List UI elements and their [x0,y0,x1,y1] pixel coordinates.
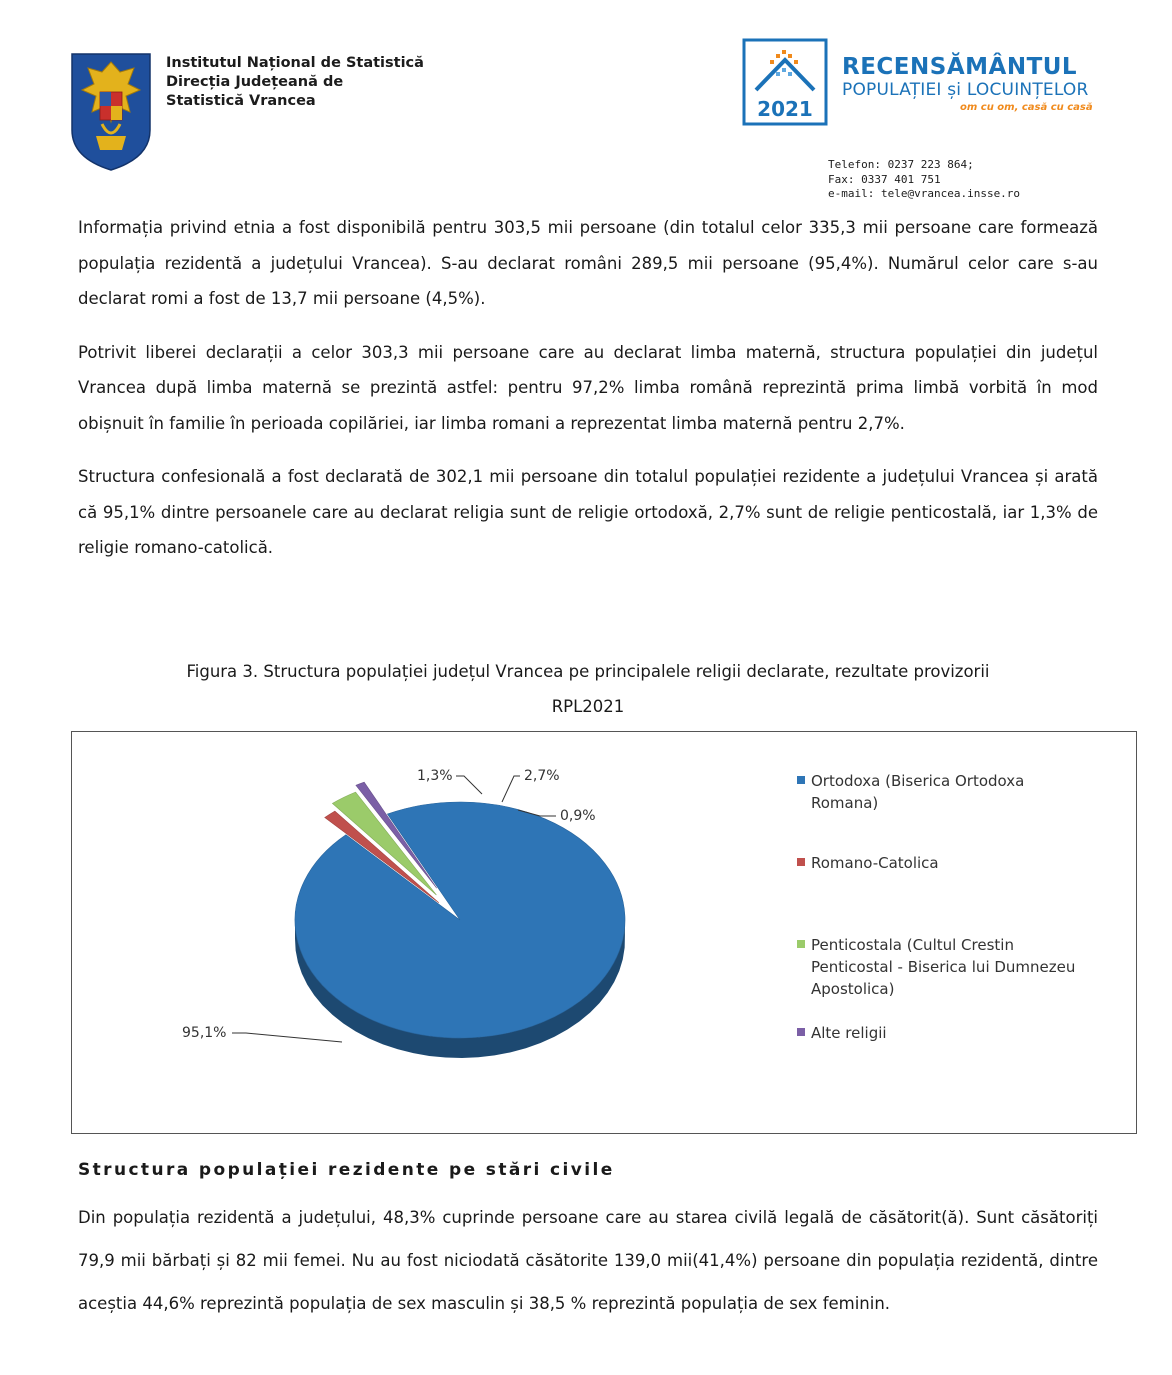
logo-year: 2021 [757,97,813,121]
census-logo [742,38,1122,130]
legend-label: Penticostal - Biserica lui Dumnezeu [811,958,1076,976]
chart-legend [797,770,1117,1044]
institution-name [166,54,424,111]
legend-swatch [797,776,805,784]
contact-phone: Telefon: 0237 223 864; [828,158,974,171]
paragraph-ethnicity: Informația privind etnia a fost disponibilă pentru 303,5 mii persoane (din totalul celor 335,3 mii persoane care formează populația rezidentă a județului Vrancea). S-au declarat români 289,5 mii persoane (95,4%). Numărul celor care s-au declarat romi a fost de 13,7 mii persoane (4,5%). [78,218,1098,308]
figure-caption-line: RPL2021 [551,697,625,716]
figure-caption-line: Figura 3. Structura populației județul Vrancea pe principalele religii declarate, rezultate provizorii [186,662,990,681]
legend-item [797,852,1117,874]
legend-item [797,770,1117,814]
coat-of-arms-icon [68,50,154,172]
contact-fax: Fax: 0337 401 751 [828,172,941,186]
legend-swatch [797,940,805,948]
leader-line [502,776,520,802]
legend-swatch [797,1028,805,1036]
legend-label: Alte religii [811,1024,887,1042]
institution-header [68,50,488,175]
data-label: 2,7% [524,768,560,784]
legend-label: Ortodoxa (Biserica Ortodoxa [811,772,1025,790]
logo-slogan: om cu om, casă cu casă [960,102,1093,113]
legend-item [797,934,1117,1000]
data-label: 1,3% [417,768,453,784]
legend-label: Romano-Catolica [811,854,939,872]
logo-title: RECENSĂMÂNTUL [842,54,1078,80]
institution-line: Direcția Județeană de [166,74,344,90]
legend-label: Romana) [811,794,879,812]
data-label: 95,1% [182,1025,227,1041]
religion-pie-chart [71,731,1137,1134]
section-paragraph: Din populația rezidentă a județului, 48,3% cuprinde persoane care au starea civilă legală de căsătorit(ă). Sunt căsătoriți 79,9 mii bărbați și 82 mii femei. Nu au fost niciodată căsătorite 139,0 mii(41,4%) persoane din populația rezidentă, dintre aceștia 44,6% reprezintă populația de sex masculin și 38,5 % reprezintă populația de sex feminin. [78,1208,1098,1313]
paragraph-religion: Structura confesională a fost declarată de 302,1 mii persoane din totalul populației rezidente a județului Vrancea și arată că 95,1% dintre persoanele care au declarat religia sunt de religie ortodoxă, 2,7% sunt de religie penticostală, iar 1,3% de religie romano-catolică. [78,467,1098,557]
body-text [78,210,1098,584]
legend-label: Apostolica) [811,980,895,998]
section-heading: Structura populației rezidente pe stări civile [78,1160,615,1180]
leader-line [456,776,482,794]
institution-line: Institutul Național de Statistică [166,55,424,71]
figure-caption [80,654,1096,724]
pie-chart-svg [72,732,772,1132]
leader-line [232,1033,342,1042]
data-label: 0,9% [560,808,596,824]
census-2021-logo-icon [742,38,828,126]
institution-line: Statistică Vrancea [166,93,316,109]
logo-subtitle: POPULAȚIEI și LOCUINȚELOR [842,80,1089,100]
legend-label: Penticostala (Cultul Crestin [811,936,1014,954]
pie-slice-1 [295,802,625,1038]
contact-email: e-mail: tele@vrancea.insse.ro [828,187,1021,200]
legend-item [797,1022,1117,1044]
legend-swatch [797,858,805,866]
paragraph-language: Potrivit liberei declarații a celor 303,3 mii persoane care au declarat limba maternă, structura populației din județul Vrancea după limba maternă se prezintă astfel: pentru 97,2% limba română reprezintă prima limbă vorbită în mod obișnuit în familie în perioada copilăriei, iar limba romani a reprezentat limba maternă pentru 2,7%. [78,342,1098,433]
contact-info [828,158,1020,202]
